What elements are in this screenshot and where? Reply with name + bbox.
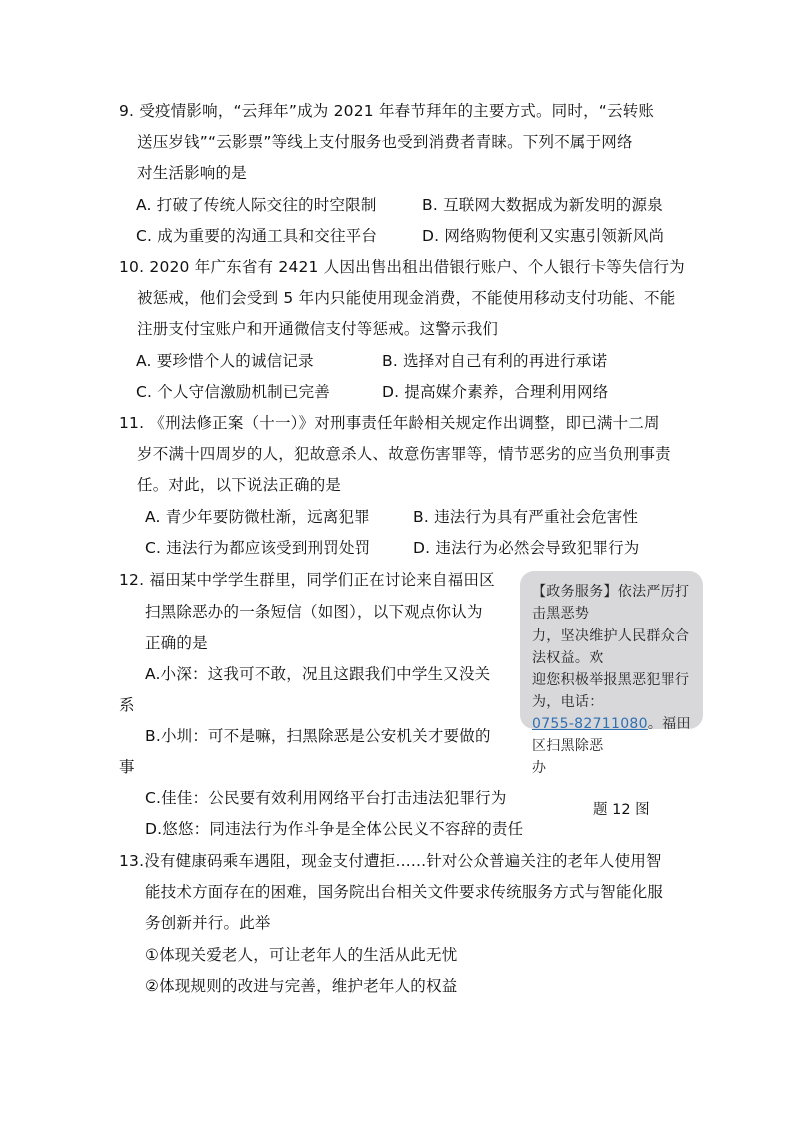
q13-statement-1: ①体现关爱老人，可让老年人的生活从此无忧 <box>145 946 458 964</box>
sms-line-4 <box>532 713 693 757</box>
q11-option-a: A. 青少年要防微杜渐，远离犯罪 <box>145 508 370 526</box>
q9-option-a: A. 打破了传统人际交往的时空限制 <box>136 196 377 214</box>
q12-option-b-line2: 事 <box>119 758 135 776</box>
q10-option-b: B. 选择对自己有利的再进行承诺 <box>382 352 608 370</box>
sms-line-2: 力，坚决维护人民群众合法权益。欢 <box>532 628 690 666</box>
sms-line-1: 【政务服务】依法严厉打击黑恶势 <box>532 584 690 622</box>
q13-stem-line2: 能技术方面存在的困难，国务院出台相关文件要求传统服务方式与智能化服 <box>145 883 664 901</box>
q12-option-b-line1: B.小圳：可不是嘛，扫黑除恶是公安机关才要做的 <box>145 727 491 745</box>
q9-option-c: C. 成为重要的沟通工具和交往平台 <box>136 227 378 245</box>
q9-option-d: D. 网络购物便利又实惠引领新风尚 <box>422 227 665 245</box>
figure-caption: 题 12 图 <box>593 802 650 818</box>
q12-stem-line2: 扫黑除恶办的一条短信（如图），以下观点你认为 <box>145 603 483 621</box>
q10-option-d: D. 提高媒介素养，合理利用网络 <box>382 383 609 401</box>
sms-message-bubble <box>520 571 703 776</box>
q13-stem-line1: 13.没有健康码乘车遇阻，现金支付遭拒......针对公众普遍关注的老年人使用智 <box>119 852 662 870</box>
q13-statement-2: ②体现规则的改进与完善，维护老年人的权益 <box>145 977 458 995</box>
q11-option-d: D. 违法行为必然会导致犯罪行为 <box>413 539 640 557</box>
q10-stem-line1: 10. 2020 年广东省有 2421 人因出售出租出借银行账户、个人银行卡等失信行为 <box>119 258 685 276</box>
q12-option-a-line2: 系 <box>119 696 135 714</box>
q9-stem-line3: 对生活影响的是 <box>137 164 247 182</box>
q10-stem-line3: 注册支付宝账户和开通微信支付等惩戒。这警示我们 <box>137 320 499 338</box>
sms-line-3: 迎您积极举报黑恶犯罪行为，电话： <box>532 672 690 710</box>
q13-stem-line3: 务创新并行。此举 <box>145 914 271 932</box>
q11-stem-line3: 任。对此，以下说法正确的是 <box>137 476 342 494</box>
sms-phone-link[interactable]: 0755-82711080 <box>532 716 648 732</box>
q12-option-d: D.悠悠：同违法行为作斗争是全体公民义不容辞的责任 <box>145 820 524 838</box>
q12-option-c: C.佳佳：公民要有效利用网络平台打击违法犯罪行为 <box>145 789 507 807</box>
sms-line-4-tail: 。福田区扫黑除恶 <box>532 716 691 754</box>
q10-option-c: C. 个人守信激励机制已完善 <box>136 383 330 401</box>
q10-stem-line2: 被惩戒，他们会受到 5 年内只能使用现金消费，不能使用移动支付功能、不能 <box>137 289 676 307</box>
q11-stem-line2: 岁不满十四周岁的人，犯故意杀人、故意伤害罪等，情节恶劣的应当负刑事责 <box>137 445 671 463</box>
q9-option-b: B. 互联网大数据成为新发明的源泉 <box>422 196 663 214</box>
q9-stem-line2: 送压岁钱”“云影票”等线上支付服务也受到消费者青睐。下列不属于网络 <box>137 133 633 151</box>
sms-line-5: 办 <box>532 760 547 776</box>
q12-stem-line3: 正确的是 <box>145 634 208 652</box>
q12-stem-line1: 12. 福田某中学学生群里，同学们正在讨论来自福田区 <box>119 571 495 589</box>
q11-option-c: C. 违法行为都应该受到刑罚处罚 <box>145 539 371 557</box>
q11-option-b: B. 违法行为具有严重社会危害性 <box>413 508 639 526</box>
q12-option-a-line1: A.小深：这我可不敢，况且这跟我们中学生又没关 <box>145 665 491 683</box>
q10-option-a: A. 要珍惜个人的诚信记录 <box>136 352 314 370</box>
q11-stem-line1: 11. 《刑法修正案（十一）》对刑事责任年龄相关规定作出调整，即已满十二周 <box>119 414 660 432</box>
q9-stem-line1: 9. 受疫情影响，“云拜年”成为 2021 年春节拜年的主要方式。同时，“云转账 <box>119 102 655 120</box>
